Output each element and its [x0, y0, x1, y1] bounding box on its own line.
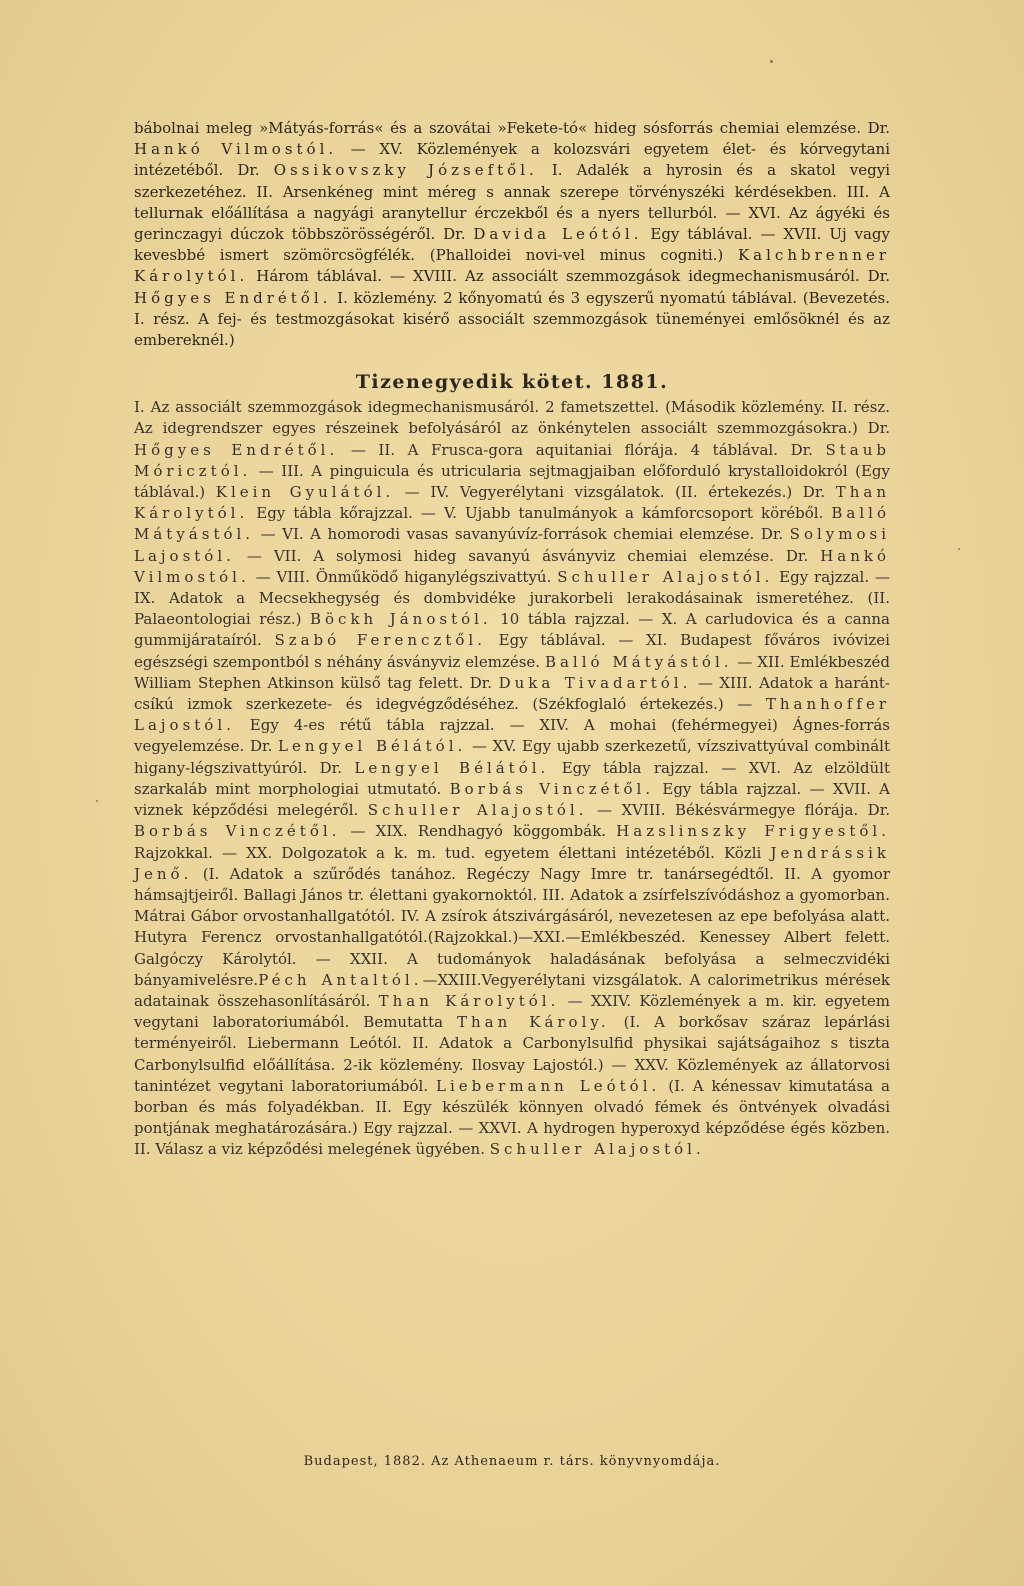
paper-speck — [770, 60, 773, 63]
author-name: Kalchbrenner Károlytól. — [134, 246, 890, 286]
author-name: Duka Tivadartól. — [498, 673, 692, 692]
author-name: Péch Antaltól. — [258, 970, 423, 989]
author-name: Liebermann Leótól. — [436, 1076, 661, 1095]
author-name: Hankó Vilmostól. — [134, 546, 890, 586]
paragraph-volume-11 — [134, 397, 890, 1160]
text-run: — XXIV. Közlemények a m. kir. egyetem vegytani laboratoriumából. Bemutatta — [134, 991, 890, 1032]
text-run: — XVIII. Békésvármegye flórája. Dr. — [587, 801, 890, 820]
text-run: — II. A Frusca-gora aquitaniai flórája. 4 táblával. Dr. — [338, 440, 826, 459]
author-name: Hőgyes Endrétől. — [134, 440, 339, 459]
author-name: Lengyel Bélától. — [278, 737, 467, 756]
author-name: Balló Mátyástól. — [134, 504, 890, 544]
printer-imprint: Budapest, 1882. Az Athenaeum r. társ. könyvnyomdája. — [303, 1454, 721, 1469]
author-name: Klein Gyulától. — [215, 483, 395, 502]
text-run: Egy táblával. — XVII. Uj vagy kevesbbé ismert szömörcsögfélék. (Phalloidei novi-vel minus cogniti.) — [134, 225, 890, 265]
text-run: — XIII. Adatok a haránt-csíkú izmok szerkezete- és idegvégződéséhez. (Székfoglaló értekezés.) — — [134, 673, 890, 714]
text-run: I. Adalék a hyrosin és a skatol vegyi szerkezetéhez. II. Arsenkéneg mint méreg s annak szerepe törvényszéki kérdésekben. III. A tellurnak előállítása a nagyági aranytellur érczekből és a nyers tellurból. — XVI. Az ágyéki és gerinczagyi dúczok többszörösségéről. Dr. — [134, 161, 890, 244]
text-run: Rajzokkal. — XX. Dolgozatok a k. m. tud. egyetem élettani intézetéből. Közli — [134, 843, 771, 862]
author-name: Ossikovszky Józseftől. — [273, 161, 538, 180]
text-run: — XV. Egy ujabb szerkezetű, vízszivattyúval combinált higany-légszivattyúról. Dr. — [134, 737, 891, 777]
author-name: Than Károlytól. — [134, 483, 890, 523]
author-name: Solymosi Lajostól. — [134, 525, 890, 565]
volume-heading: Tizenegyedik kötet. 1881. — [355, 371, 669, 394]
text-run: I. közlemény. 2 kőnyomatú és 3 egyszerű nyomatú táblával. (Bevezetés. I. rész. A fej- és testmozgásokat kisérő associált szemmozgások tüneményei emlősöknél és az embereknél.) — [134, 288, 890, 350]
text-run: Egy 4-es rétű tábla rajzzal. — XIV. A mohai (fehérmegyei) Ágnes-forrás vegyelemzése. Dr. — [134, 716, 890, 756]
author-name: Schuller Alajostól. — [367, 801, 588, 820]
author-name: Jendrássik Jenő. — [134, 843, 890, 883]
text-run: (I. Adatok a szűrődés tanához. Regéczy Nagy Imre tr. tanársegédtől. II. A gyomor hámsajtjeiről. Ballagi János tr. élettani gyakornoktól. III. Adatok a zsírfelszívódáshoz a gyomorban. Mátrai Gábor orvostanhallgatótól. IV. A zsírok átszivárgásáról, nevezetesen az epe befolyása alatt. Hutyra Ferencz orvostanhallgatótól.(Rajzokkal.)—XXI.—Emlékbeszéd. Kenessey Albert felett. Galgóczy Károlytól. — XXII. A tudományok haladásának befolyása a selmeczvidéki bányamivelésre. — [134, 864, 890, 989]
author-name: Davida Leótól. — [473, 225, 643, 244]
author-name: Than Károlytól. — [378, 991, 560, 1010]
author-name: Than Károly. — [457, 1013, 610, 1032]
text-run: Egy tábla kőrajzzal. — V. Ujabb tanulmányok a kámforcsoport köréből. — [248, 504, 832, 523]
author-name: Hankó Vilmostól. — [134, 140, 338, 159]
text-run: Egy tábla rajzzal. — XVI. Az elzöldült szarkaláb mint morphologiai utmutató. — [134, 758, 891, 798]
text-run: Egy táblával. — XI. Budapest főváros ivóvizei egészségi szempontból s néhány ásványviz elemzése. — [134, 631, 890, 671]
author-name: Balló Mátyástól. — [544, 652, 733, 671]
author-name: Lengyel Bélától. — [354, 758, 550, 777]
text-run: Egy rajzzal. — IX. Adatok a Mecsekhegység és dombvidéke jurakorbeli lerakodásainak ismeretéhez. (II. Palaeontologiai rész.) — [134, 567, 890, 629]
text-run: — XV. Közlemények a kolozsvári egyetem élet- és kórvegytani intézetéből. Dr. — [134, 140, 891, 180]
author-name: Staub Móricztól. — [134, 440, 890, 480]
text-run: 10 tábla rajzzal. — X. A carludovica és a canna gummijárataíról. — [134, 610, 890, 650]
text-run: — XIX. Rendhagyó köggombák. — [340, 822, 617, 841]
text-run: Egy tábla rajzzal. — XVII. A viznek képződési melegéről. — [134, 779, 890, 820]
text-run: — VI. A homorodi vasas savanyúvíz-források chemiai elemzése. Dr. — [254, 525, 790, 544]
author-name: Borbás Vinczétől. — [134, 822, 341, 841]
text-run: — VIII. Önműködő higanylégszivattyú. — [249, 567, 558, 586]
text-run: —XXIII.Vegyerélytani vizsgálatok. A calorimetrikus mérések adatainak összehasonlításáról. — [134, 970, 890, 1010]
paper-speck — [96, 800, 98, 802]
text-run: (I. A kénessav kimutatása a borban és más folyadékban. II. Egy készülék könnyen olvadó fémek és öntvények olvadási pontjának meghatározására.) Egy rajzzal. — XXVI. A hydrogen hyperoxyd képződése égés közben. II. Válasz a viz képződési melegének ügyében. — [134, 1076, 890, 1159]
author-name: Borbás Vinczétől. — [449, 779, 655, 798]
author-name: Böckh Jánostól. — [310, 610, 492, 629]
paper-speck — [958, 548, 960, 550]
text-run: Három táblával. — XVIII. Az associált szemmozgások idegmechanismusáról. Dr. — [248, 267, 890, 286]
text-run: — VII. A solymosi hideg savanyú ásványviz chemiai elemzése. Dr. — [234, 546, 821, 565]
author-name: Szabó Ferencztől. — [274, 631, 486, 650]
author-name: Hőgyes Endrétől. — [134, 288, 332, 307]
text-run: (I. A borkősav száraz lepárlási terményeiről. Liebermann Leótól. II. Adatok a Carbonylsulfid physikai sajátságaihoz s tiszta Carbonylsulfid előállítása. 2-ik közlemény. Ilosvay Lajostól.) — XXV. Közlemények az állatorvosi tanintézet vegytani laboratoriumából. — [134, 1013, 891, 1095]
paragraph-volume-10-continued — [134, 118, 890, 351]
text-run: bábolnai meleg »Mátyás-forrás« és a szovátai »Fekete-tó« hideg sósforrás chemiai elemzése. Dr. — [134, 119, 890, 137]
author-name: Schuller Alajostól. — [557, 567, 774, 586]
text-run: I. Az associált szemmozgások idegmechanismusáról. 2 fametszettel. (Második közlemény. II. rész. Az idegrendszer egyes részeinek befolyásáról az önkénytelen associált szemmozgásokra.) Dr. — [134, 398, 890, 438]
author-name: Thanhoffer Lajostól. — [134, 695, 890, 735]
text-run: — IV. Vegyerélytani vizsgálatok. (II. értekezés.) Dr. — [394, 483, 836, 502]
author-name: Hazslinszky Frigyestől. — [616, 822, 890, 841]
author-name: Schuller Alajostól. — [489, 1140, 705, 1159]
text-run: — III. A pinguicula és utricularia sejtmagjaiban előforduló krystalloidokról (Egy táblával.) — [134, 461, 890, 502]
text-run: — XII. Emlékbeszéd William Stephen Atkinson külső tag felett. Dr. — [134, 652, 890, 692]
text-column — [134, 118, 890, 1161]
